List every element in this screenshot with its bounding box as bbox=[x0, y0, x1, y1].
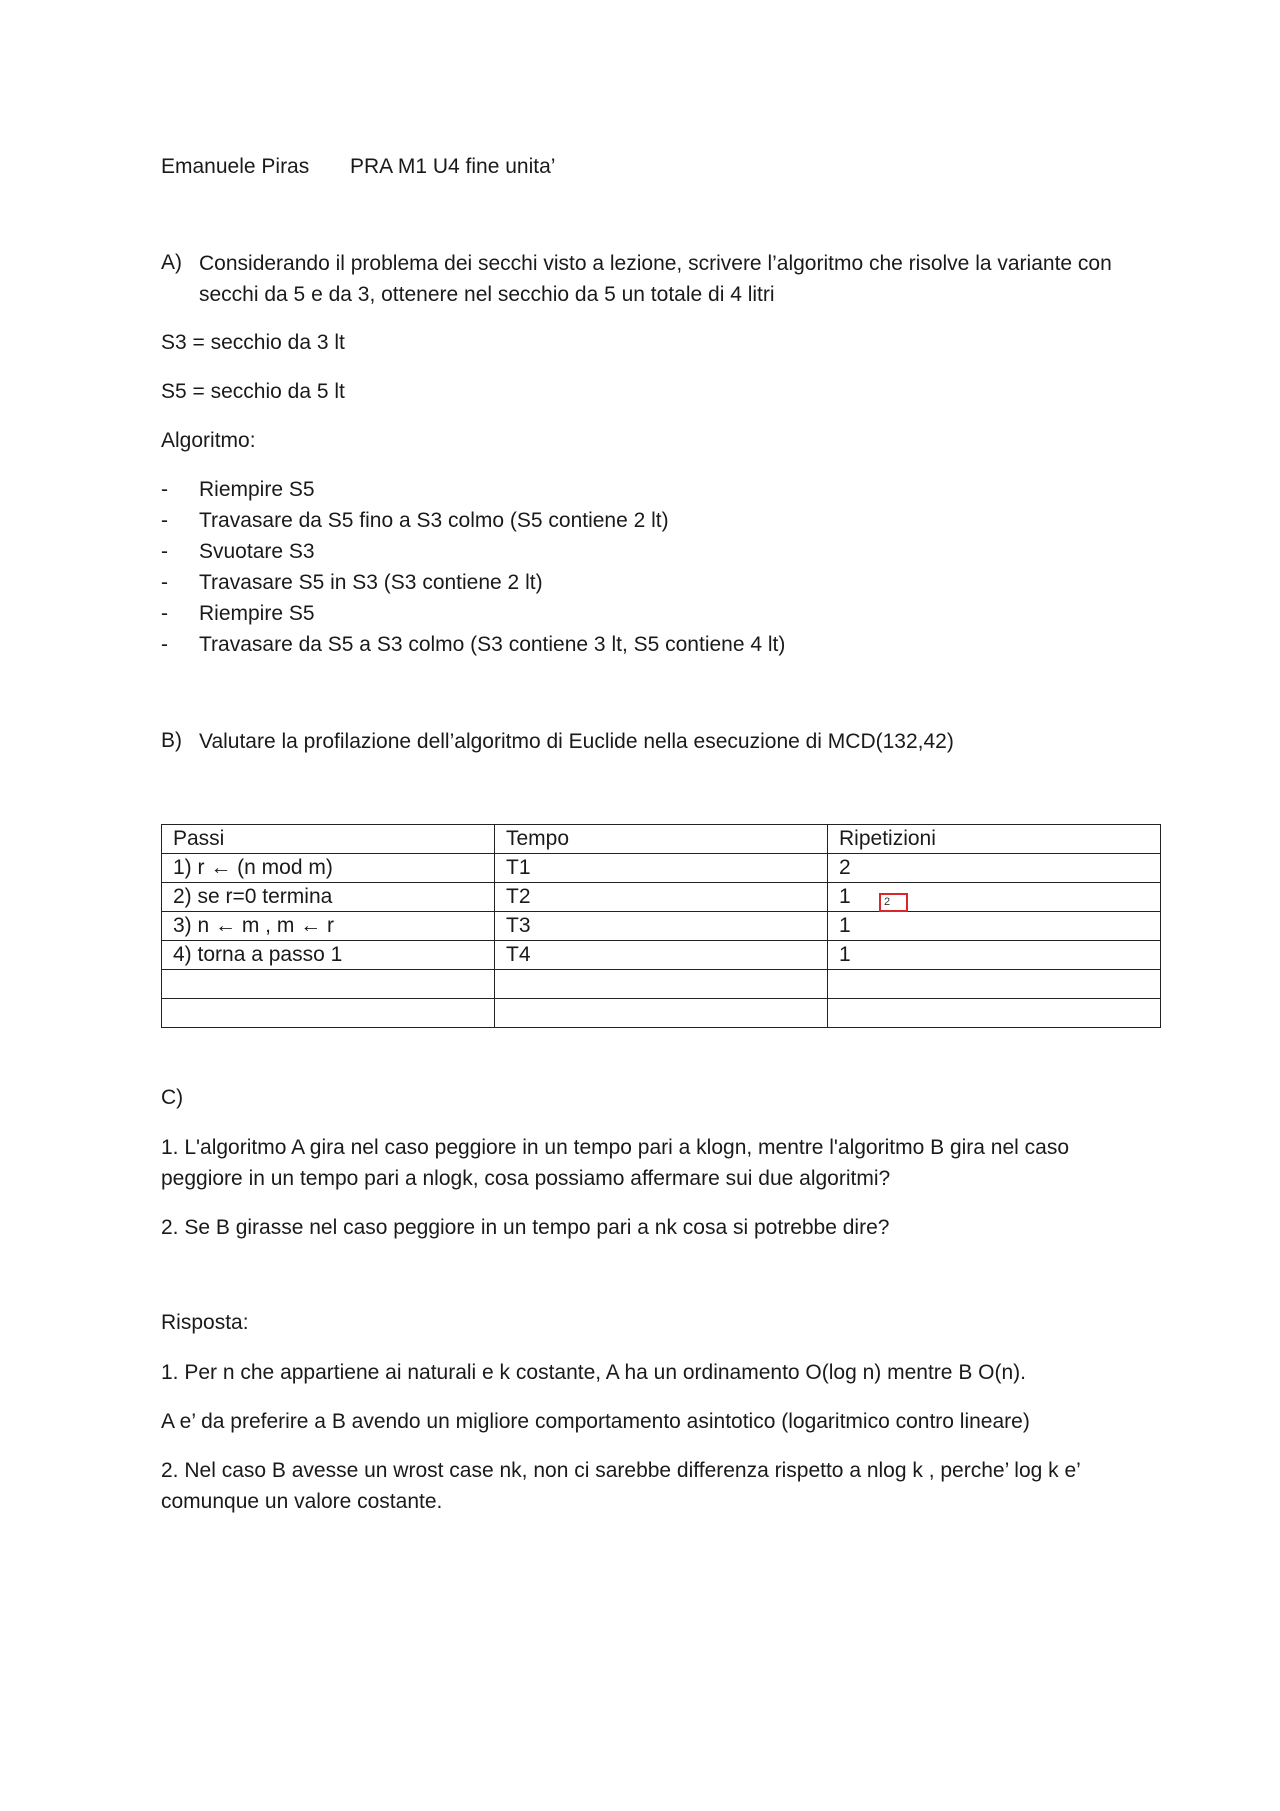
column-header-ripetizioni: Ripetizioni bbox=[828, 825, 1161, 854]
table-cell: T4 bbox=[495, 941, 828, 970]
list-dash: - bbox=[161, 633, 168, 656]
table-row bbox=[162, 854, 1161, 883]
section-a-question-line1: Considerando il problema dei secchi visto a lezione, scrivere l’algoritmo che risolve la variante con bbox=[199, 252, 1112, 275]
section-b-question: Valutare la profilazione dell’algoritmo di Euclide nella esecuzione di MCD(132,42) bbox=[199, 730, 954, 753]
definition-s5: S5 = secchio da 5 lt bbox=[161, 380, 345, 403]
table-cell-empty bbox=[495, 970, 828, 999]
table-cell: 1 bbox=[828, 941, 1161, 970]
table-cell-empty bbox=[162, 970, 495, 999]
column-header-tempo: Tempo bbox=[495, 825, 828, 854]
answer-1b: A e’ da preferire a B avendo un migliore comportamento asintotico (logaritmico contro lineare) bbox=[161, 1410, 1030, 1433]
author-name: Emanuele Piras bbox=[161, 155, 310, 178]
step-text: Svuotare S3 bbox=[199, 540, 315, 563]
list-item bbox=[161, 630, 785, 660]
table-cell-empty bbox=[162, 999, 495, 1028]
table-cell: T2 bbox=[495, 883, 828, 912]
answer-title: Risposta: bbox=[161, 1311, 249, 1334]
list-item bbox=[161, 537, 315, 567]
table-cell: 1) r ← (n mod m) bbox=[162, 854, 495, 883]
step-text: Travasare da S5 fino a S3 colmo (S5 contiene 2 lt) bbox=[199, 509, 669, 532]
table-cell-empty bbox=[828, 999, 1161, 1028]
profiling-table bbox=[161, 824, 1161, 1028]
list-dash: - bbox=[161, 509, 168, 532]
table-cell: 3) n ← m , m ← r bbox=[162, 912, 495, 941]
table-cell: 1 bbox=[828, 883, 1161, 912]
definition-s3: S3 = secchio da 3 lt bbox=[161, 331, 345, 354]
table-cell: T1 bbox=[495, 854, 828, 883]
step-text: Riempire S5 bbox=[199, 478, 315, 501]
list-dash: - bbox=[161, 540, 168, 563]
step-text: Travasare S5 in S3 (S3 contiene 2 lt) bbox=[199, 571, 543, 594]
section-b-label: B) bbox=[161, 729, 182, 752]
list-dash: - bbox=[161, 571, 168, 594]
table-cell: T3 bbox=[495, 912, 828, 941]
table-row bbox=[162, 883, 1161, 912]
question-c2: 2. Se B girasse nel caso peggiore in un tempo pari a nk cosa si potrebbe dire? bbox=[161, 1216, 890, 1239]
list-item bbox=[161, 568, 543, 598]
answer-2-line1: 2. Nel caso B avesse un wrost case nk, non ci sarebbe differenza rispetto a nlog k , perche’ log k e’ bbox=[161, 1459, 1081, 1482]
table-cell: 2) se r=0 termina bbox=[162, 883, 495, 912]
table-row bbox=[162, 912, 1161, 941]
table-cell-empty bbox=[495, 999, 828, 1028]
table-row bbox=[162, 970, 1161, 999]
question-c1-line1: 1. L'algoritmo A gira nel caso peggiore in un tempo pari a klogn, mentre l'algoritmo B gira nel caso bbox=[161, 1136, 1070, 1159]
step-text: Riempire S5 bbox=[199, 602, 315, 625]
answer-1: 1. Per n che appartiene ai naturali e k costante, A ha un ordinamento O(log n) mentre B O(n). bbox=[161, 1361, 1026, 1384]
section-a-question-line2: secchi da 5 e da 3, ottenere nel secchio da 5 un totale di 4 litri bbox=[199, 283, 775, 306]
column-header-passi: Passi bbox=[162, 825, 495, 854]
annotation-box: 2 bbox=[879, 893, 908, 912]
algorithm-title: Algoritmo: bbox=[161, 429, 256, 452]
list-dash: - bbox=[161, 602, 168, 625]
table-cell: 1 bbox=[828, 912, 1161, 941]
list-item bbox=[161, 506, 669, 536]
section-c-label: C) bbox=[161, 1086, 184, 1109]
table-row bbox=[162, 941, 1161, 970]
list-item bbox=[161, 475, 315, 505]
table-cell-empty bbox=[828, 970, 1161, 999]
document-title: PRA M1 U4 fine unita’ bbox=[350, 155, 556, 178]
step-text: Travasare da S5 a S3 colmo (S3 contiene 3 lt, S5 contiene 4 lt) bbox=[199, 633, 786, 656]
section-a-label: A) bbox=[161, 251, 182, 274]
list-item bbox=[161, 599, 315, 629]
table-cell: 4) torna a passo 1 bbox=[162, 941, 495, 970]
table-row bbox=[162, 999, 1161, 1028]
question-c1-line2: peggiore in un tempo pari a nlogk, cosa possiamo affermare sui due algoritmi? bbox=[161, 1167, 891, 1190]
table-header-row bbox=[162, 825, 1161, 854]
list-dash: - bbox=[161, 478, 168, 501]
table-cell: 2 bbox=[828, 854, 1161, 883]
answer-2-line2: comunque un valore costante. bbox=[161, 1490, 443, 1513]
